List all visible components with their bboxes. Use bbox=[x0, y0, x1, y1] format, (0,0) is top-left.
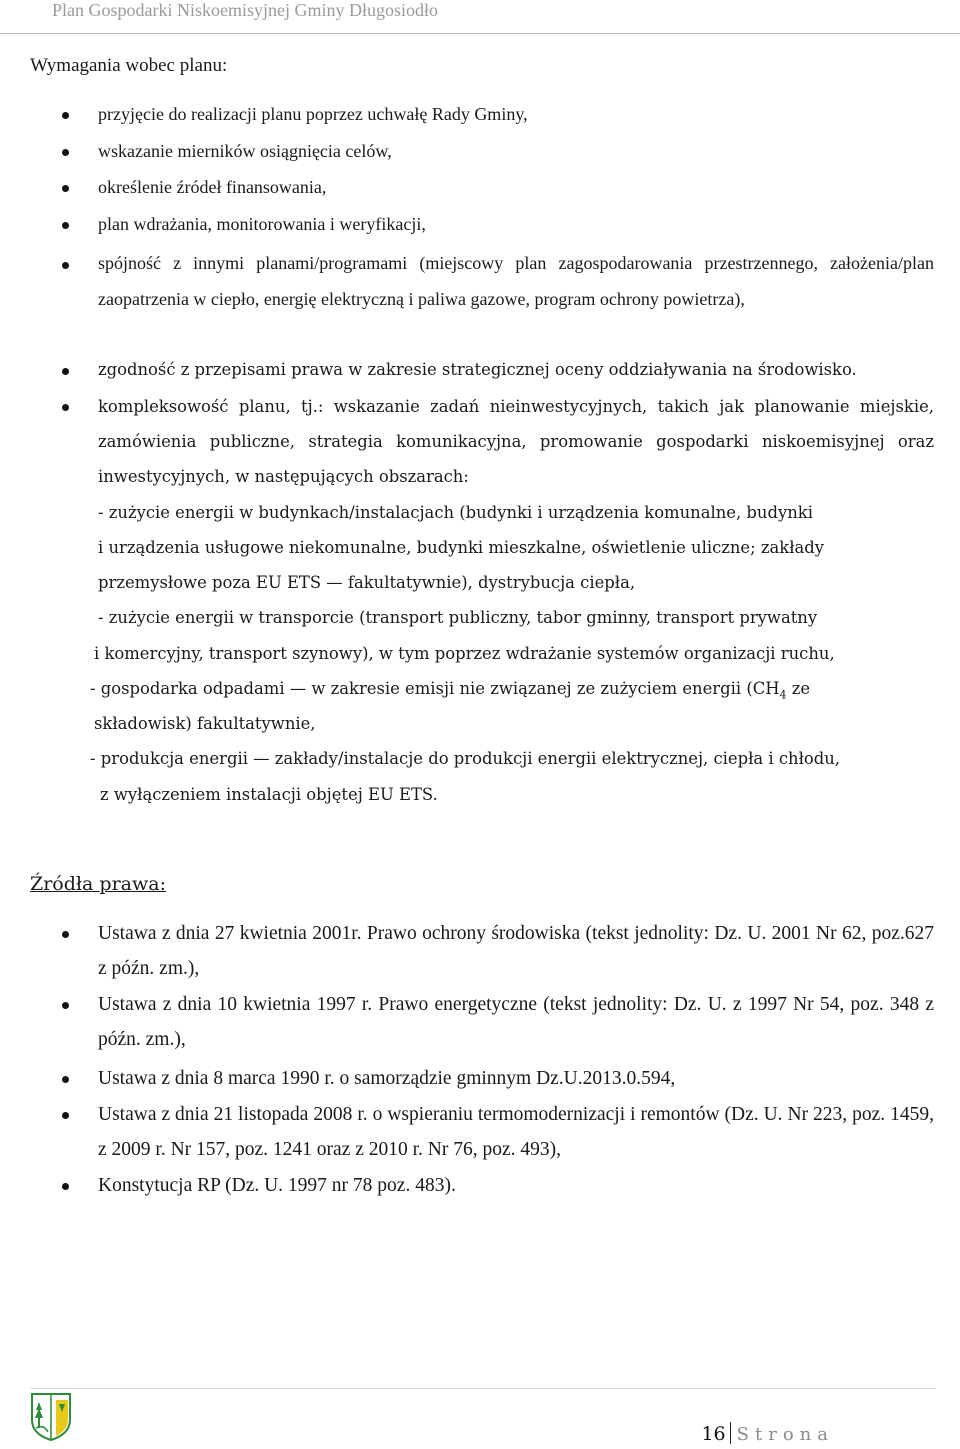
requirement-text: określenie źródeł finansowania, bbox=[98, 177, 327, 197]
source-text: Ustawa z dnia 27 kwietnia 2001r. Prawo ochrony środowiska (tekst jednolity: Dz. U. 2001 Nr 62, poz.627 z późn. zm.), bbox=[98, 923, 934, 979]
requirement-text: plan wdrażania, monitorowania i weryfikacji, bbox=[98, 214, 426, 234]
bullet-icon bbox=[62, 931, 69, 938]
sub-line: i urządzenia usługowe niekomunalne, budynki mieszkalne, oświetlenie uliczne; zakłady bbox=[98, 538, 825, 557]
page-number-value: 16 bbox=[701, 1423, 726, 1445]
sub-line-text: - gospodarka odpadami — w zakresie emisji nie związanej ze zużyciem energii (CH bbox=[90, 679, 780, 698]
bullet-icon bbox=[62, 1183, 69, 1190]
sources-heading: Źródła prawa: bbox=[30, 873, 166, 895]
page-header bbox=[0, 0, 700, 30]
bullet-icon bbox=[62, 185, 69, 192]
bullet-icon bbox=[62, 149, 69, 156]
header-divider bbox=[0, 33, 960, 34]
requirements-heading: Wymagania wobec planu: bbox=[30, 55, 228, 76]
requirement-text: przyjęcie do realizacji planu poprzez uchwałę Rady Gminy, bbox=[98, 104, 528, 124]
bullet-icon bbox=[62, 262, 69, 269]
requirement-text: spójność z innymi planami/programami (miejscowy plan zagospodarowania przestrzennego, założenia/plan zaopatrzenia w ciepło, energię elektryczną i paliwa gazowe, program ochrony powietrza), bbox=[98, 253, 934, 309]
sub-line: składowisk) fakultatywnie, bbox=[94, 714, 316, 733]
gmina-coat-of-arms-icon bbox=[26, 1390, 76, 1442]
bullet-icon bbox=[62, 368, 69, 375]
sub-line: i komercyjny, transport szynowy), w tym poprzez wdrażanie systemów organizacji ruchu, bbox=[94, 644, 835, 663]
bullet-icon bbox=[62, 1076, 69, 1083]
requirement-text: kompleksowość planu, tj.: wskazanie zadań nieinwestycyjnych, takich jak planowanie miejskie, zamówienia publiczne, strategia komunikacyjna, promowanie gospodarki niskoemisyjnej oraz inwestycyjnych, w następujących obszarach: bbox=[98, 397, 934, 486]
page-number bbox=[701, 1422, 834, 1445]
page-separator bbox=[730, 1422, 731, 1444]
bullet-icon bbox=[62, 1002, 69, 1009]
source-text: Ustawa z dnia 10 kwietnia 1997 r. Prawo energetyczne (tekst jednolity: Dz. U. z 1997 Nr 54, poz. 348 z późn. zm.), bbox=[98, 994, 934, 1050]
requirement-text: wskazanie mierników osiągnięcia celów, bbox=[98, 141, 392, 161]
sub-line: - zużycie energii w budynkach/instalacjach (budynki i urządzenia komunalne, budynki bbox=[98, 503, 813, 522]
subscript: 4 bbox=[779, 688, 787, 702]
footer-divider bbox=[30, 1388, 936, 1389]
sub-line-text: ze bbox=[786, 679, 811, 698]
requirement-text: zgodność z przepisami prawa w zakresie strategicznej oceny oddziaływania na środowisko. bbox=[98, 360, 857, 379]
sub-line: - produkcja energii — zakłady/instalacje do produkcji energii elektrycznej, ciepła i chłodu, bbox=[90, 749, 841, 768]
document-title: Plan Gospodarki Niskoemisyjnej Gminy Długosiodło bbox=[52, 0, 438, 20]
sub-line: z wyłączeniem instalacji objętej EU ETS. bbox=[100, 785, 438, 804]
bullet-icon bbox=[62, 404, 69, 411]
source-text: Ustawa z dnia 21 listopada 2008 r. o wspieraniu termomodernizacji i remontów (Dz. U. Nr 223, poz. 1459, z 2009 r. Nr 157, poz. 1241 oraz z 2010 r. Nr 76, poz. 493), bbox=[98, 1104, 934, 1160]
source-text: Ustawa z dnia 8 marca 1990 r. o samorządzie gminnym Dz.U.2013.0.594, bbox=[98, 1068, 676, 1089]
sub-line: przemysłowe poza EU ETS — fakultatywnie), dystrybucja ciepła, bbox=[98, 573, 636, 592]
bullet-icon bbox=[62, 222, 69, 229]
page-word: Strona bbox=[736, 1424, 834, 1445]
bullet-icon bbox=[62, 112, 69, 119]
bullet-icon bbox=[62, 1112, 69, 1119]
source-text: Konstytucja RP (Dz. U. 1997 nr 78 poz. 483). bbox=[98, 1175, 456, 1196]
sub-line: - zużycie energii w transporcie (transport publiczny, tabor gminny, transport prywatny bbox=[98, 608, 818, 627]
